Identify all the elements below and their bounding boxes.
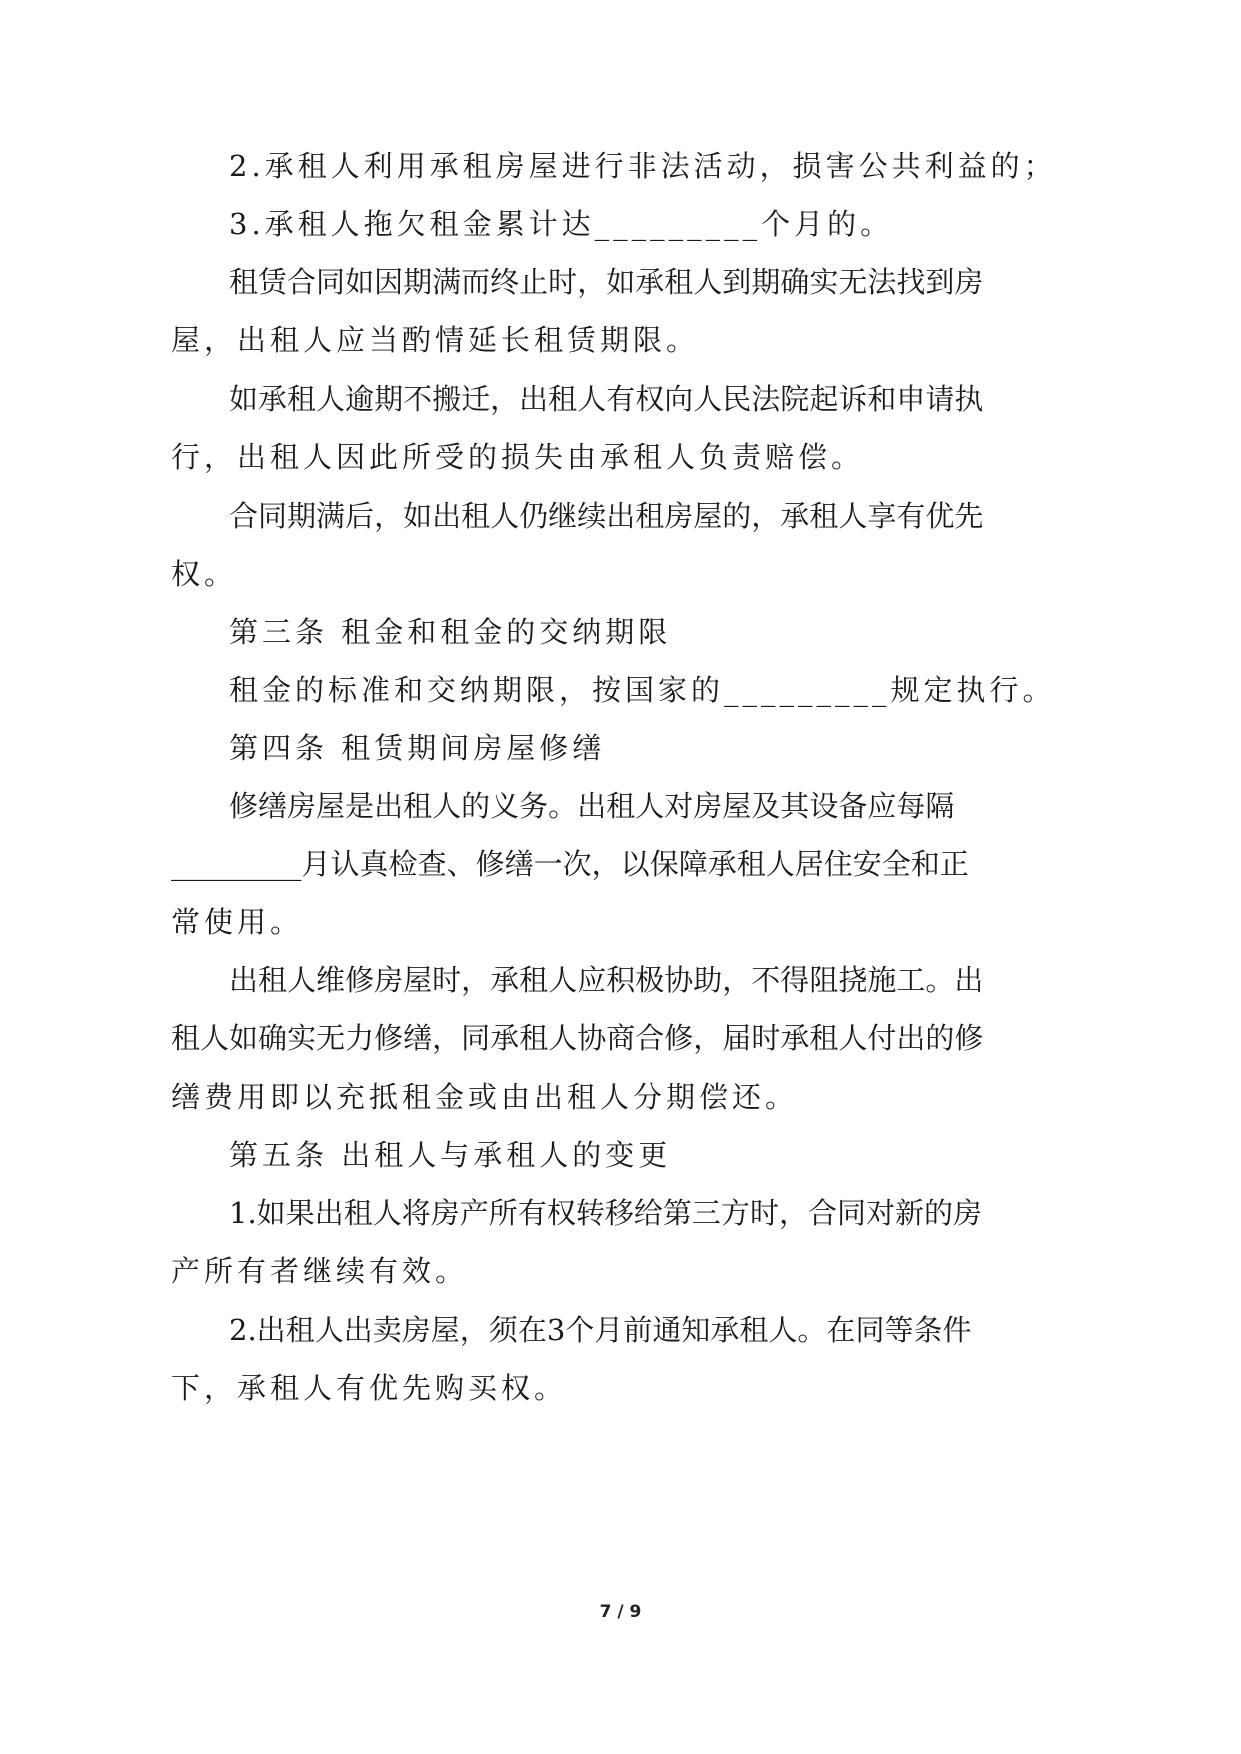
lease-expiry-paragraph-line-2: 屋，出租人应当酌情延长租赁期限。 (171, 323, 700, 357)
overdue-move-paragraph-line-1: 如 承 租 人 逾 期 不 搬 迁 ， 出 租 人 有 权 向 人 民 法 院 起 诉 和 申 请 执 (229, 382, 984, 416)
repair-cooperation-paragraph-line-1: 出 租 人 维 修 房 屋 时 ， 承 租 人 应 积 极 协 助 ， 不 得 阻 挠 施 工 。 出 (229, 963, 984, 997)
repair-duty-paragraph-line-3: 常使用。 (171, 905, 304, 939)
repair-duty-paragraph-line-1: 修 缮 房 屋 是 出 租 人 的 义 务 。 出 租 人 对 房 屋 及 其 设 备 应 每 隔 (229, 789, 955, 823)
clause-5-2-line-1: 2. 出 租 人 出 卖 房 屋 ， 须 在 3 个 月 前 通 知 承 租 人 。 在 同 等 条 件 (229, 1313, 972, 1347)
article-3-body-line-1: 租金的标准和交纳期限，按国家的_________规定执行。 (229, 673, 1056, 707)
page-number: 7 / 9 (599, 1602, 642, 1622)
clause-2-2-line-1: 2.承租人利用承租房屋进行非法活动，损害公共利益的； (229, 149, 1057, 183)
lease-expiry-paragraph-line-1: 租 赁 合 同 如 因 期 满 而 终 止 时 ， 如 承 租 人 到 期 确 实 无 法 找 到 房 (229, 265, 984, 299)
clause-2-3-line-1: 3.承租人拖欠租金累计达_________个月的。 (229, 207, 894, 241)
priority-paragraph-line-1: 合 同 期 满 后 ， 如 出 租 人 仍 继 续 出 租 房 屋 的 ， 承 租 人 享 有 优 先 (229, 499, 984, 533)
repair-cooperation-paragraph-line-3: 缮费用即以充抵租金或由出租人分期偿还。 (171, 1080, 799, 1114)
repair-cooperation-paragraph-line-2: 租 人 如 确 实 无 力 修 缮 ， 同 承 租 人 协 商 合 修 ， 届 时 承 租 人 付 出 的 修 (171, 1021, 984, 1055)
clause-5-1-line-2: 产所有者继续有效。 (171, 1254, 469, 1288)
clause-5-1-line-1: 1. 如 果 出 租 人 将 房 产 所 有 权 转 移 给 第 三 方 时 ， 合 同 对 新 的 房 (229, 1196, 983, 1230)
clause-5-2-line-2: 下，承租人有优先购买权。 (171, 1371, 568, 1405)
article-4-heading-line-1: 第四条 租赁期间房屋修缮 (229, 731, 606, 765)
priority-paragraph-line-2: 权。 (171, 557, 238, 591)
repair-duty-paragraph-line-2: _________ 月 认 真 检 查 、 修 缮 一 次 ， 以 保 障 承 租 人 居 住 安 全 和 正 (171, 847, 969, 881)
article-3-heading-line-1: 第三条 租金和租金的交纳期限 (229, 615, 672, 649)
overdue-move-paragraph-line-2: 行，出租人因此所受的损失由承租人负责赔偿。 (171, 440, 865, 474)
article-5-heading-line-1: 第五条 出租人与承租人的变更 (229, 1138, 672, 1172)
